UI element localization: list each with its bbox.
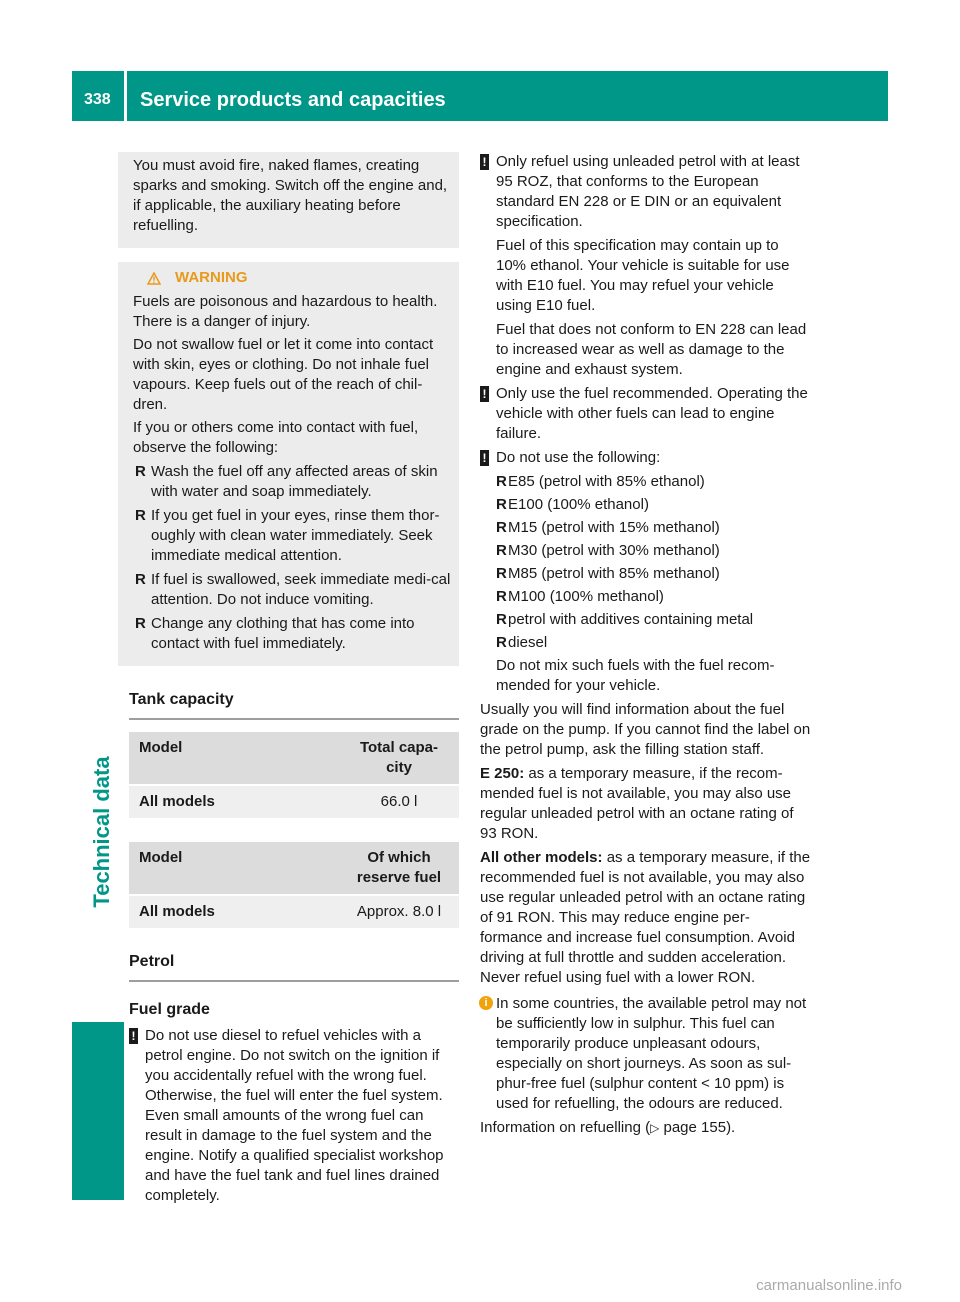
exclamation-icon: !	[480, 450, 489, 466]
bullet-icon: R	[496, 496, 507, 513]
page-reference-link[interactable]: page 155).	[663, 1119, 736, 1136]
forbidden-fuels-list	[496, 472, 812, 653]
table-header: Model	[129, 732, 339, 785]
list-item	[133, 462, 451, 502]
list-item-text: diesel	[508, 634, 548, 651]
list-item	[496, 564, 812, 584]
list-item-text: E100 (100% ethanol)	[508, 496, 649, 513]
list-item-text: M15 (petrol with 15% methanol)	[508, 519, 720, 536]
list-item	[133, 570, 451, 610]
caution-note	[129, 1026, 459, 1206]
table-cell: 66.0 l	[339, 785, 459, 818]
refuel-reference	[480, 1118, 812, 1138]
total-capacity-table	[129, 732, 459, 818]
caution-note	[480, 384, 812, 444]
warning-para: If you or others come into contact with fuel, observe the following:	[133, 419, 419, 456]
warning-box	[118, 262, 459, 666]
body-text	[480, 700, 812, 988]
bullet-icon: R	[496, 611, 507, 628]
caution-text: Do not mix such fuels with the fuel recom-mended for your vehicle.	[496, 657, 775, 694]
bullet-icon: R	[496, 473, 507, 490]
paragraph	[480, 764, 812, 844]
model-label: All other models:	[480, 849, 603, 866]
table-cell: All models	[129, 895, 339, 928]
fire-notice-text: You must avoid fire, naked flames, creating sparks and smoking. Switch off the engine and, if applicable, the auxiliary heating before refuelling.	[133, 157, 448, 234]
warning-title: WARNING	[175, 269, 248, 286]
bullet-icon: R	[496, 519, 507, 536]
page-number: 338	[84, 91, 111, 108]
table-header: Model	[129, 842, 339, 895]
caution-text: Do not use diesel to refuel vehicles with a petrol engine. Do not switch on the ignition if you accidentally refuel with the wrong fuel. Otherwise, the fuel will enter the fuel system. Even small amounts of the wrong fuel can result in damage to the fuel system and the engine. Notify a qualified specialist workshop and have the fuel tank and fuel lines drained completely.	[145, 1027, 444, 1204]
page-title: Service products and capacities	[140, 89, 446, 111]
list-item	[496, 495, 812, 515]
bullet-icon: R	[135, 615, 146, 632]
petrol-heading: Petrol	[129, 952, 459, 982]
list-item-text: If you get fuel in your eyes, rinse them thor-oughly with clean water immediately. Seek immediate medical attention.	[151, 507, 440, 564]
table-cell: All models	[129, 785, 339, 818]
warning-bullets	[133, 462, 451, 654]
info-text: In some countries, the available petrol may not be sufficiently low in sulphur. This fuel can temporarily produce unpleasant odours, especially on short journeys. As soon as sul-phur-free fuel (sulphur content < 10 ppm) is used for refuelling, the odours are reduced.	[496, 995, 807, 1112]
fire-notice-box	[118, 152, 459, 248]
list-item	[496, 633, 812, 653]
bullet-icon: R	[135, 507, 146, 524]
list-item-text: Change any clothing that has come into contact with fuel immediately.	[151, 615, 415, 652]
paragraph	[480, 1118, 812, 1138]
watermark: carmanualsonline.info	[756, 1277, 902, 1294]
section-tab-label: Technical data	[89, 756, 114, 908]
tank-capacity-heading: Tank capacity	[129, 690, 459, 720]
list-item-text: M85 (petrol with 85% methanol)	[508, 565, 720, 582]
list-item-text: petrol with additives containing metal	[508, 611, 754, 628]
exclamation-icon: !	[129, 1028, 138, 1044]
fuel-grade-heading: Fuel grade	[129, 1001, 210, 1018]
bullet-icon: R	[135, 571, 146, 588]
list-item-text: E85 (petrol with 85% ethanol)	[508, 473, 705, 490]
table-header: Of which reserve fuel	[339, 842, 459, 895]
list-item	[133, 614, 451, 654]
paragraph-text: Information on refuelling (	[480, 1119, 651, 1136]
page-reference-arrow-icon: ▷	[650, 1121, 660, 1135]
caution-text: Fuel that does not conform to EN 228 can lead to increased wear as well as damage to the engine and exhaust system.	[496, 321, 807, 378]
table-header: Total capa-city	[339, 732, 459, 785]
warning-triangle-icon	[147, 272, 161, 285]
paragraph-text: as a temporary measure, if the recom-mended fuel is not available, you may also use regular unleaded petrol with an octane rating of 93 RON.	[480, 765, 794, 842]
list-item	[496, 518, 812, 538]
section-tab[interactable]	[82, 722, 122, 942]
info-note	[480, 994, 812, 1114]
list-item-text: If fuel is swallowed, seek immediate medi-cal attention. Do not induce vomiting.	[151, 571, 451, 608]
bullet-icon: R	[496, 634, 507, 651]
bullet-icon: R	[496, 588, 507, 605]
header-separator	[124, 71, 127, 121]
section-tab-marker	[72, 1022, 124, 1200]
caution-note	[480, 152, 812, 380]
bullet-icon: R	[496, 565, 507, 582]
caution-text: Do not use the following:	[496, 449, 661, 466]
paragraph: Usually you will find information about the fuel grade on the pump. If you cannot find the label on the petrol pump, ask the filling station staff.	[480, 701, 811, 758]
exclamation-icon: !	[480, 386, 489, 402]
warning-para: Do not swallow fuel or let it come into contact with skin, eyes or clothing. Do not inhale fuel vapours. Keep fuels out of the reach of chil-dren.	[133, 336, 434, 413]
paragraph-text: as a temporary measure, if the recommended fuel is not available, you may also use regular unleaded petrol with an octane rating of 91 RON. This may reduce engine per-formance and increase fuel consumption. Avoid driving at full throttle and sudden acceleration. Never refuel using fuel with a lower RON.	[480, 849, 811, 986]
list-item	[496, 541, 812, 561]
warning-heading	[133, 268, 451, 288]
list-item-text: Wash the fuel off any affected areas of skin with water and soap immediately.	[151, 463, 438, 500]
caution-text: Fuel of this specification may contain up to 10% ethanol. Your vehicle is suitable for use with E10 fuel. You may refuel your vehicle using E10 fuel.	[496, 237, 790, 314]
right-column	[480, 152, 812, 1142]
list-item	[496, 610, 812, 630]
caution-text: Only refuel using unleaded petrol with at least 95 ROZ, that conforms to the European standard EN 228 or E DIN or an equivalent specification.	[496, 153, 800, 230]
model-label: E 250:	[480, 765, 525, 782]
list-item	[133, 506, 451, 566]
caution-text: Only use the fuel recommended. Operating the vehicle with other fuels can lead to engine failure.	[496, 385, 808, 442]
list-item-text: M100 (100% methanol)	[508, 588, 664, 605]
bullet-icon: R	[135, 463, 146, 480]
reserve-fuel-table	[129, 842, 459, 928]
info-icon: i	[479, 996, 493, 1010]
exclamation-icon: !	[480, 154, 489, 170]
list-item	[496, 472, 812, 492]
paragraph	[480, 848, 812, 988]
list-item-text: M30 (petrol with 30% methanol)	[508, 542, 720, 559]
warning-para: Fuels are poisonous and hazardous to health. There is a danger of injury.	[133, 293, 438, 330]
list-item	[496, 587, 812, 607]
bullet-icon: R	[496, 542, 507, 559]
table-cell: Approx. 8.0 l	[339, 895, 459, 928]
left-column	[118, 152, 459, 1210]
caution-note	[480, 448, 812, 696]
